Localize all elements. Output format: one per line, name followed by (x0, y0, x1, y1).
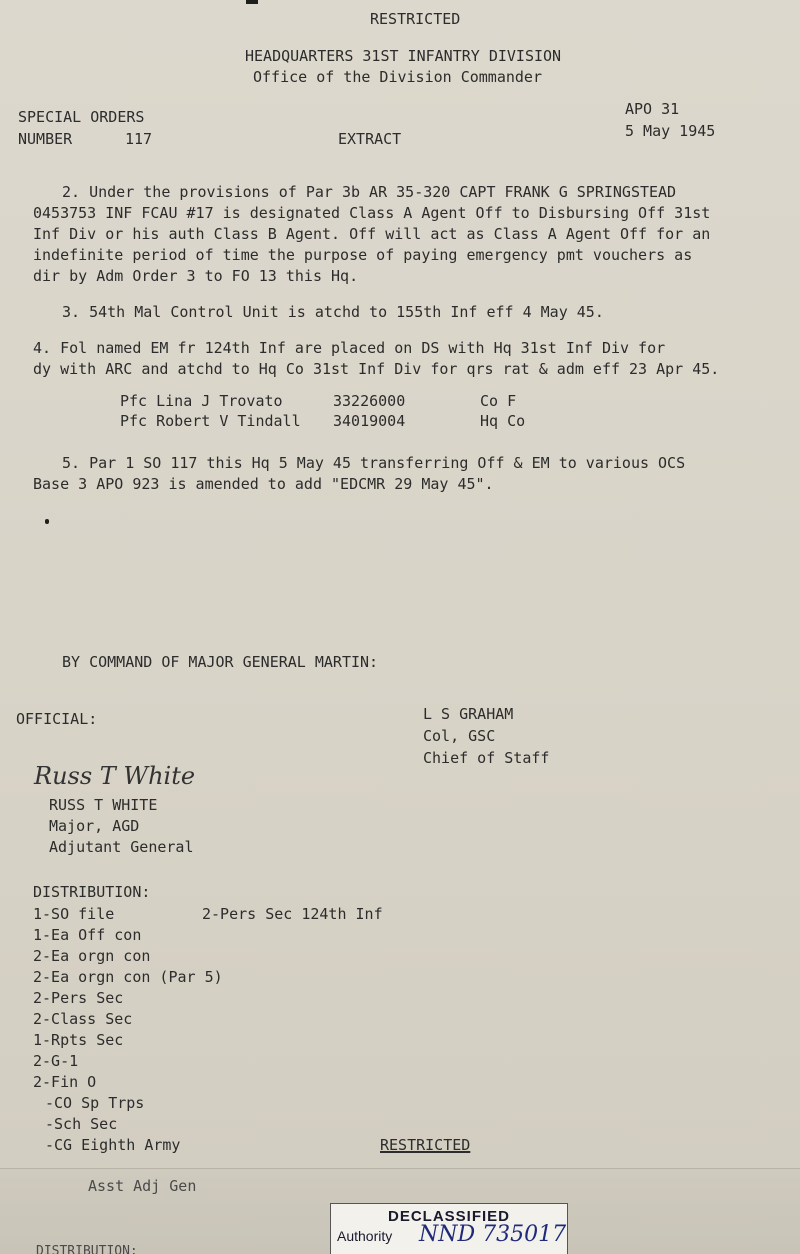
special-orders-label: SPECIAL ORDERS (18, 108, 145, 126)
asst-adj-gen: Asst Adj Gen (88, 1177, 197, 1195)
top-edge-mark (246, 0, 258, 4)
stamp-title: DECLASSIFIED (387, 1208, 510, 1225)
personnel-name: Pfc Robert V Tindall (120, 412, 301, 430)
list-item: -CO Sp Trps (45, 1094, 145, 1112)
hq-line: HEADQUARTERS 31ST INFANTRY DIVISION (245, 47, 562, 65)
personnel-unit: Hq Co (480, 412, 526, 430)
paragraph-3: 3. 54th Mal Control Unit is atchd to 155th Inf eff 4 May 45. (62, 303, 604, 321)
office-line: Office of the Division Commander (253, 68, 542, 86)
paragraph-4-line-2: dy with ARC and atchd to Hq Co 31st Inf Div for qrs rat & adm eff 23 Apr 45. (33, 360, 720, 378)
apo-label: APO 31 (625, 100, 680, 118)
adjutant-name: RUSS T WHITE (49, 796, 158, 814)
paragraph-5-line-2: Base 3 APO 923 is amended to add "EDCMR 29 May 45". (33, 475, 494, 493)
adjutant-rank: Major, AGD (49, 817, 140, 835)
list-item: 1-Rpts Sec (33, 1031, 124, 1049)
list-item: 2-Class Sec (33, 1010, 133, 1028)
paragraph-2-line-1: 2. Under the provisions of Par 3b AR 35-320 CAPT FRANK G SPRINGSTEAD (62, 183, 677, 201)
paragraph-4-line-1: 4. Fol named EM fr 124th Inf are placed on DS with Hq 31st Inf Div for (33, 339, 666, 357)
classification-bottom: RESTRICTED (380, 1136, 471, 1154)
adjutant-title: Adjutant General (49, 838, 194, 856)
number-value: 117 (125, 130, 153, 148)
chief-of-staff-title: Chief of Staff (423, 749, 550, 767)
classification-top: RESTRICTED (370, 10, 461, 28)
personnel-serial: 34019004 (333, 412, 406, 430)
stamp-authority-number: NND 735017 (419, 1222, 567, 1247)
cut-off-distribution: DISTRIBUTION: (36, 1244, 138, 1254)
personnel-unit: Co F (480, 392, 517, 410)
list-item: 1-Ea Off con (33, 926, 142, 944)
personnel-serial: 33226000 (333, 392, 406, 410)
personnel-name: Pfc Lina J Trovato (120, 392, 283, 410)
list-item: 2-Ea orgn con (Par 5) (33, 968, 223, 986)
list-item: -CG Eighth Army (45, 1136, 181, 1154)
list-item: 2-Pers Sec (33, 989, 124, 1007)
distribution-heading: DISTRIBUTION: (33, 883, 151, 901)
declassified-stamp (330, 1203, 568, 1254)
ink-dot (45, 519, 49, 524)
command-line: BY COMMAND OF MAJOR GENERAL MARTIN: (62, 653, 379, 671)
chief-of-staff-rank: Col, GSC (423, 727, 496, 745)
extract-label: EXTRACT (338, 130, 402, 148)
official-label: OFFICIAL: (16, 710, 98, 728)
paragraph-2-line-3: Inf Div or his auth Class B Agent. Off will act as Class A Agent Off for an (33, 225, 711, 243)
distribution-side-entry: 2-Pers Sec 124th Inf (202, 905, 383, 923)
chief-of-staff-name: L S GRAHAM (423, 705, 514, 723)
order-date: 5 May 1945 (625, 122, 716, 140)
number-label: NUMBER (18, 130, 73, 148)
list-item: 1-SO file (33, 905, 115, 923)
list-item: 2-Fin O (33, 1073, 97, 1091)
list-item: 2-G-1 (33, 1052, 79, 1070)
paragraph-2-line-2: 0453753 INF FCAU #17 is designated Class A Agent Off to Disbursing Off 31st (33, 204, 711, 222)
list-item: -Sch Sec (45, 1115, 118, 1133)
paragraph-5-line-1: 5. Par 1 SO 117 this Hq 5 May 45 transferring Off & EM to various OCS (62, 454, 686, 472)
adjutant-signature: Russ T White (34, 762, 196, 790)
stamp-authority-label: Authority (337, 1228, 393, 1244)
paragraph-2-line-4: indefinite period of time the purpose of paying emergency pmt vouchers as (33, 246, 693, 264)
paragraph-2-line-5: dir by Adm Order 3 to FO 13 this Hq. (33, 267, 359, 285)
list-item: 2-Ea orgn con (33, 947, 151, 965)
